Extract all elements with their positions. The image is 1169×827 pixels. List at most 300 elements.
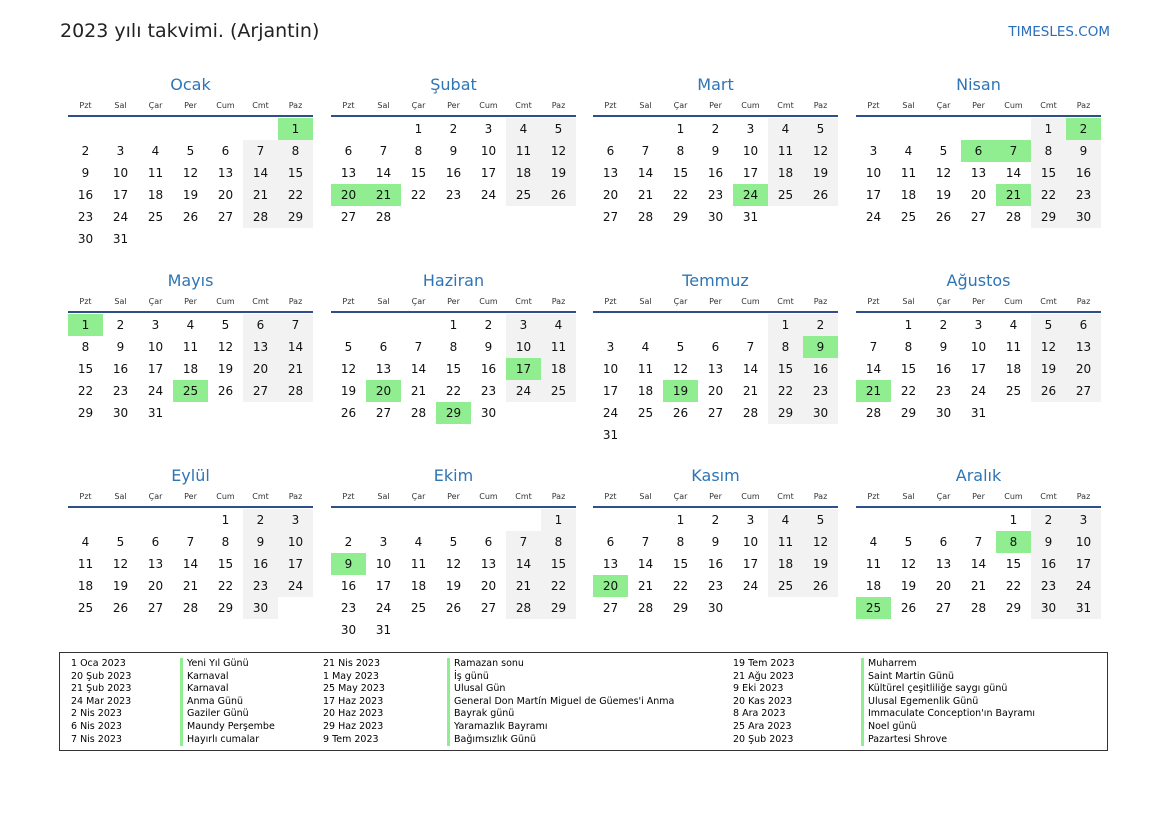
day-cell: 13: [602, 166, 619, 180]
day-cell: 24: [865, 210, 882, 224]
day-cell: 8: [676, 535, 685, 549]
day-cell: 15: [77, 362, 94, 376]
day-cell: 28: [410, 406, 427, 420]
month-11: [593, 465, 838, 619]
weekday-label: Pzt: [79, 101, 92, 110]
legend-date: 20 Şub 2023: [733, 733, 794, 745]
month-name: Eylül: [171, 466, 210, 485]
header-rule: [856, 311, 1101, 313]
day-cell: 3: [974, 318, 983, 332]
day-cell: 14: [742, 362, 759, 376]
weekday-label: Cum: [741, 492, 760, 501]
site-link[interactable]: TIMESLES.COM: [1008, 24, 1110, 40]
empty-cell: [628, 314, 663, 336]
day-cell: 22: [672, 188, 689, 202]
day-cell: 18: [182, 362, 199, 376]
weekday-label: Pzt: [604, 492, 617, 501]
day-cell: 26: [182, 210, 199, 224]
legend-holiday-name: Pazartesi Shrove: [868, 733, 948, 745]
month-9: [68, 465, 313, 619]
day-cell: 10: [278, 531, 313, 553]
weekday-label: Per: [184, 101, 197, 110]
day-cell: 10: [865, 166, 882, 180]
header-rule: [331, 506, 576, 508]
weekday-label: Cum: [741, 297, 760, 306]
month-name: Mart: [697, 75, 734, 94]
legend-dates-col1: [71, 658, 131, 746]
day-cell: 15: [1005, 557, 1022, 571]
legend-holiday-name: Ulusal Egemenlik Günü: [868, 695, 979, 707]
day-cell: 4: [1009, 318, 1018, 332]
day-cell: 13: [480, 557, 497, 571]
weekday-label: Paz: [288, 297, 303, 306]
day-cell: 8: [676, 144, 685, 158]
day-cell: 21: [243, 184, 278, 206]
legend-holiday-name: Saint Martin Günü: [868, 670, 955, 682]
day-cell: 29: [278, 206, 313, 228]
day-cell: 1: [414, 122, 423, 136]
weekday-header: [331, 99, 576, 113]
month-name: Nisan: [956, 75, 1001, 94]
legend-dates-col3: [733, 658, 795, 746]
weekday-label: Pzt: [79, 297, 92, 306]
day-grid: [68, 118, 313, 250]
day-cell: 9: [81, 166, 90, 180]
day-cell: 12: [803, 531, 838, 553]
day-cell: 10: [742, 144, 759, 158]
weekday-label: Per: [972, 492, 985, 501]
day-cell: 27: [1066, 380, 1101, 402]
day-cell: 30: [707, 601, 724, 615]
day-cell: 3: [746, 122, 755, 136]
legend-names-col2: [447, 658, 674, 746]
weekday-label: Çar: [936, 492, 951, 501]
legend-holiday-name: Immaculate Conception'ın Bayramı: [868, 708, 1036, 720]
legend-holiday-name: İş günü: [454, 670, 489, 682]
month-5: [68, 270, 313, 424]
weekday-label: Sal: [377, 297, 390, 306]
legend-holiday-name: Noel günü: [868, 720, 917, 732]
day-cell: 31: [970, 406, 987, 420]
day-cell: 8: [81, 340, 90, 354]
day-cell: 11: [768, 140, 803, 162]
day-cell: 29: [1031, 206, 1066, 228]
day-cell: 21: [637, 579, 654, 593]
empty-cell: [173, 118, 208, 140]
holiday-day: 25: [856, 597, 891, 619]
day-cell: 19: [1031, 358, 1066, 380]
empty-cell: [366, 509, 401, 531]
legend-date: 9 Tem 2023: [323, 733, 379, 745]
legend-date: 20 Şub 2023: [71, 670, 132, 682]
weekday-label: Cum: [216, 101, 235, 110]
day-cell: 23: [340, 601, 357, 615]
day-cell: 5: [676, 340, 685, 354]
legend-holiday-name: Ramazan sonu: [454, 658, 524, 669]
day-cell: 23: [243, 575, 278, 597]
weekday-label: Sal: [377, 492, 390, 501]
weekday-label: Per: [972, 101, 985, 110]
day-cell: 27: [602, 601, 619, 615]
legend-dates-col2: [323, 658, 385, 746]
day-cell: 25: [541, 380, 576, 402]
day-cell: 7: [641, 535, 650, 549]
day-cell: 2: [449, 122, 458, 136]
weekday-label: Per: [184, 492, 197, 501]
day-cell: 12: [217, 340, 234, 354]
holiday-day: 20: [366, 380, 401, 402]
day-cell: 20: [602, 188, 619, 202]
empty-cell: [68, 118, 103, 140]
day-cell: 10: [742, 535, 759, 549]
day-cell: 19: [182, 188, 199, 202]
day-cell: 25: [147, 210, 164, 224]
empty-cell: [243, 118, 278, 140]
day-cell: 14: [637, 557, 654, 571]
day-cell: 13: [935, 557, 952, 571]
day-cell: 1: [676, 513, 685, 527]
day-cell: 18: [541, 358, 576, 380]
weekday-label: Sal: [114, 297, 127, 306]
empty-cell: [593, 314, 628, 336]
day-cell: 16: [707, 166, 724, 180]
day-cell: 15: [541, 553, 576, 575]
day-cell: 7: [746, 340, 755, 354]
day-cell: 11: [410, 557, 427, 571]
day-cell: 1: [768, 314, 803, 336]
day-cell: 30: [480, 406, 497, 420]
page-title: 2023 yılı takvimi. (Arjantin): [60, 20, 320, 42]
day-cell: 16: [77, 188, 94, 202]
day-cell: 29: [768, 402, 803, 424]
holiday-day: 2: [1066, 118, 1101, 140]
day-cell: 2: [939, 318, 948, 332]
day-cell: 25: [637, 406, 654, 420]
weekday-label: Per: [709, 492, 722, 501]
day-cell: 28: [637, 601, 654, 615]
weekday-header: [331, 295, 576, 309]
day-cell: 13: [340, 166, 357, 180]
day-cell: 30: [77, 232, 94, 246]
header-rule: [68, 506, 313, 508]
day-cell: 19: [803, 162, 838, 184]
empty-cell: [891, 118, 926, 140]
day-cell: 24: [742, 579, 759, 593]
day-cell: 28: [375, 210, 392, 224]
weekday-label: Cum: [1004, 492, 1023, 501]
weekday-header: [68, 99, 313, 113]
day-cell: 11: [506, 140, 541, 162]
day-cell: 20: [147, 579, 164, 593]
day-cell: 16: [803, 358, 838, 380]
day-cell: 10: [375, 557, 392, 571]
day-cell: 28: [182, 601, 199, 615]
day-cell: 4: [904, 144, 913, 158]
day-cell: 17: [278, 553, 313, 575]
day-cell: 8: [904, 340, 913, 354]
legend-holiday-name: Hayırlı cumalar: [187, 733, 260, 745]
empty-cell: [628, 118, 663, 140]
day-cell: 20: [970, 188, 987, 202]
day-cell: 7: [278, 314, 313, 336]
day-cell: 1: [1031, 118, 1066, 140]
day-cell: 29: [77, 406, 94, 420]
day-cell: 21: [742, 384, 759, 398]
legend-holiday-name: Ulusal Gün: [454, 683, 506, 695]
day-cell: 8: [278, 140, 313, 162]
day-cell: 22: [1005, 579, 1022, 593]
legend-date: 25 May 2023: [323, 683, 385, 695]
day-cell: 4: [541, 314, 576, 336]
day-cell: 6: [379, 340, 388, 354]
empty-cell: [331, 314, 366, 336]
day-cell: 3: [1066, 509, 1101, 531]
legend-date: 17 Haz 2023: [323, 695, 384, 707]
weekday-label: Pzt: [604, 297, 617, 306]
day-cell: 12: [182, 166, 199, 180]
legend-date: 21 Şub 2023: [71, 683, 132, 695]
day-cell: 15: [217, 557, 234, 571]
day-cell: 8: [768, 336, 803, 358]
holiday-day: 21: [366, 184, 401, 206]
day-cell: 5: [939, 144, 948, 158]
day-cell: 3: [484, 122, 493, 136]
day-cell: 30: [935, 406, 952, 420]
weekday-header: [331, 490, 576, 504]
day-cell: 5: [116, 535, 125, 549]
legend-date: 8 Ara 2023: [733, 708, 786, 720]
day-cell: 4: [869, 535, 878, 549]
weekday-label: Paz: [813, 101, 828, 110]
day-cell: 17: [375, 579, 392, 593]
legend-date: 20 Haz 2023: [323, 708, 384, 720]
day-cell: 18: [637, 384, 654, 398]
day-cell: 16: [935, 362, 952, 376]
legend-date: 1 Oca 2023: [71, 658, 126, 669]
day-cell: 7: [414, 340, 423, 354]
day-cell: 19: [217, 362, 234, 376]
empty-cell: [173, 509, 208, 531]
weekday-label: Cmt: [515, 492, 532, 501]
day-cell: 14: [243, 162, 278, 184]
day-cell: 26: [112, 601, 129, 615]
day-grid: [331, 314, 576, 424]
day-grid: [856, 509, 1101, 619]
day-cell: 15: [672, 166, 689, 180]
day-cell: 26: [1031, 380, 1066, 402]
day-cell: 3: [746, 513, 755, 527]
weekday-label: Cum: [1004, 297, 1023, 306]
day-cell: 21: [970, 579, 987, 593]
empty-cell: [331, 118, 366, 140]
day-cell: 19: [935, 188, 952, 202]
day-cell: 10: [112, 166, 129, 180]
day-cell: 10: [147, 340, 164, 354]
legend-date: 29 Haz 2023: [323, 720, 384, 732]
day-cell: 22: [217, 579, 234, 593]
day-cell: 22: [1031, 184, 1066, 206]
day-cell: 20: [243, 358, 278, 380]
day-cell: 17: [147, 362, 164, 376]
month-name: Haziran: [422, 271, 485, 290]
weekday-label: Cum: [741, 101, 760, 110]
day-cell: 26: [803, 575, 838, 597]
day-cell: 20: [1066, 358, 1101, 380]
day-cell: 22: [768, 380, 803, 402]
day-cell: 2: [344, 535, 353, 549]
header-rule: [331, 311, 576, 313]
empty-cell: [856, 314, 891, 336]
day-cell: 27: [340, 210, 357, 224]
day-cell: 29: [217, 601, 234, 615]
day-cell: 31: [112, 232, 129, 246]
day-cell: 17: [112, 188, 129, 202]
day-cell: 13: [243, 336, 278, 358]
month-name: Şubat: [430, 75, 477, 94]
day-cell: 17: [865, 188, 882, 202]
month-10: [331, 465, 576, 641]
day-cell: 22: [445, 384, 462, 398]
day-cell: 13: [217, 166, 234, 180]
day-cell: 20: [707, 384, 724, 398]
weekday-label: Cum: [1004, 101, 1023, 110]
weekday-header: [856, 99, 1101, 113]
weekday-label: Pzt: [342, 492, 355, 501]
day-cell: 15: [768, 358, 803, 380]
day-cell: 25: [410, 601, 427, 615]
day-cell: 29: [672, 601, 689, 615]
empty-cell: [138, 509, 173, 531]
month-name: Ekim: [433, 466, 474, 485]
day-cell: 5: [221, 318, 230, 332]
day-cell: 4: [506, 118, 541, 140]
day-cell: 27: [217, 210, 234, 224]
empty-cell: [996, 118, 1031, 140]
day-grid: [593, 314, 838, 446]
day-cell: 6: [939, 535, 948, 549]
empty-cell: [401, 509, 436, 531]
day-cell: 11: [865, 557, 882, 571]
weekday-label: Çar: [148, 101, 163, 110]
day-cell: 31: [742, 210, 759, 224]
day-cell: 6: [344, 144, 353, 158]
day-cell: 16: [1031, 553, 1066, 575]
day-grid: [856, 314, 1101, 424]
weekday-label: Sal: [114, 492, 127, 501]
empty-cell: [698, 314, 733, 336]
header-rule: [331, 115, 576, 117]
day-cell: 24: [480, 188, 497, 202]
day-cell: 26: [900, 601, 917, 615]
weekday-label: Paz: [813, 492, 828, 501]
day-cell: 18: [410, 579, 427, 593]
holiday-day: 17: [506, 358, 541, 380]
legend-date: 1 May 2023: [323, 670, 379, 682]
month-12: [856, 465, 1101, 619]
day-cell: 25: [77, 601, 94, 615]
day-cell: 27: [707, 406, 724, 420]
day-cell: 27: [935, 601, 952, 615]
day-cell: 27: [970, 210, 987, 224]
day-cell: 1: [541, 509, 576, 531]
legend-holiday-name: Bağımsızlık Günü: [454, 733, 537, 745]
day-cell: 16: [445, 166, 462, 180]
day-cell: 6: [1066, 314, 1101, 336]
month-3: [593, 74, 838, 228]
day-cell: 31: [602, 428, 619, 442]
day-cell: 15: [672, 557, 689, 571]
header-rule: [856, 506, 1101, 508]
day-cell: 7: [869, 340, 878, 354]
empty-cell: [103, 509, 138, 531]
day-cell: 18: [77, 579, 94, 593]
holiday-day: 1: [68, 314, 103, 336]
day-cell: 16: [1066, 162, 1101, 184]
empty-cell: [593, 118, 628, 140]
day-cell: 18: [506, 162, 541, 184]
weekday-label: Per: [972, 297, 985, 306]
day-cell: 15: [445, 362, 462, 376]
weekday-label: Pzt: [867, 492, 880, 501]
day-cell: 25: [506, 184, 541, 206]
day-cell: 18: [900, 188, 917, 202]
legend-date: 24 Mar 2023: [71, 695, 132, 707]
holiday-day: 29: [436, 402, 471, 424]
day-cell: 9: [449, 144, 458, 158]
day-cell: 24: [970, 384, 987, 398]
day-cell: 25: [768, 184, 803, 206]
legend-holiday-name: Yaramazlık Bayramı: [454, 720, 548, 732]
legend-holiday-name: Karnaval: [187, 670, 229, 682]
weekday-header: [593, 295, 838, 309]
day-cell: 11: [768, 531, 803, 553]
day-cell: 14: [182, 557, 199, 571]
legend-holiday-name: Karnaval: [187, 683, 229, 695]
day-cell: 28: [243, 206, 278, 228]
day-cell: 22: [410, 188, 427, 202]
day-cell: 15: [278, 162, 313, 184]
holiday-day: 9: [331, 553, 366, 575]
day-cell: 26: [445, 601, 462, 615]
day-cell: 28: [970, 601, 987, 615]
day-cell: 14: [375, 166, 392, 180]
day-cell: 19: [340, 384, 357, 398]
day-cell: 10: [480, 144, 497, 158]
day-cell: 5: [1031, 314, 1066, 336]
weekday-label: Çar: [411, 101, 426, 110]
weekday-label: Pzt: [342, 101, 355, 110]
day-cell: 17: [742, 166, 759, 180]
day-cell: 10: [1066, 531, 1101, 553]
day-cell: 3: [116, 144, 125, 158]
day-grid: [331, 118, 576, 228]
weekday-header: [68, 295, 313, 309]
day-cell: 3: [278, 509, 313, 531]
day-cell: 15: [410, 166, 427, 180]
weekday-label: Paz: [813, 297, 828, 306]
day-cell: 23: [707, 188, 724, 202]
day-cell: 9: [1031, 531, 1066, 553]
empty-cell: [961, 118, 996, 140]
day-cell: 25: [768, 575, 803, 597]
day-cell: 27: [147, 601, 164, 615]
day-cell: 23: [935, 384, 952, 398]
day-cell: 7: [974, 535, 983, 549]
day-cell: 2: [803, 314, 838, 336]
holiday-day: 24: [733, 184, 768, 206]
day-cell: 13: [147, 557, 164, 571]
day-cell: 4: [81, 535, 90, 549]
